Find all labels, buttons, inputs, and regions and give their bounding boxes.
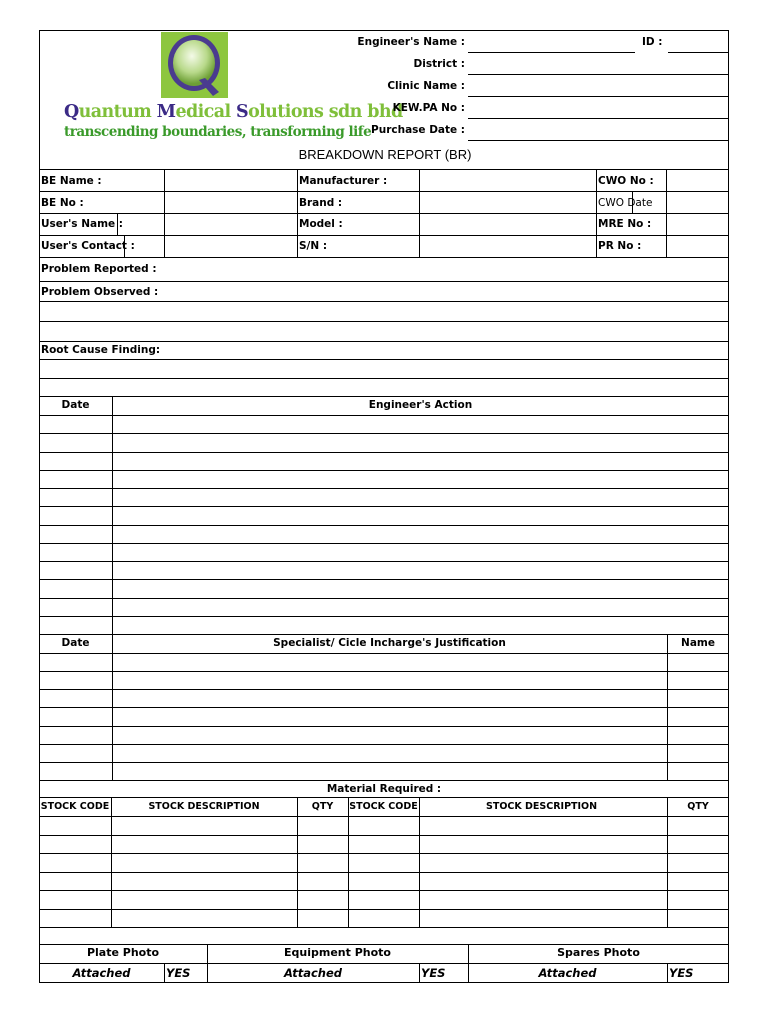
material-stock-description-2-cell[interactable] xyxy=(420,910,667,928)
problem-reported-field[interactable] xyxy=(155,258,729,281)
justification-date-cell[interactable] xyxy=(40,727,112,744)
material-qty-2-cell[interactable] xyxy=(668,817,729,835)
material-stock-description-2-cell[interactable] xyxy=(420,817,667,835)
justification-name-cell[interactable] xyxy=(668,727,729,744)
material-stock-description-cell[interactable] xyxy=(112,910,297,928)
id-label: ID : xyxy=(642,36,663,48)
justification-name-cell[interactable] xyxy=(668,690,729,707)
engineer-action-action-cell[interactable] xyxy=(113,544,729,561)
cwo-no-label: CWO No : xyxy=(598,175,654,187)
justification-name-cell[interactable] xyxy=(668,654,729,671)
engineer-action-action-cell[interactable] xyxy=(113,617,729,634)
engineer-action-action-cell[interactable] xyxy=(113,507,729,524)
justification-date-cell[interactable] xyxy=(40,708,112,725)
justification-justification-cell[interactable] xyxy=(113,727,667,744)
plate-photo-status: Attached xyxy=(72,966,131,980)
material-stock-description-2-cell[interactable] xyxy=(420,891,667,909)
engineer-action-date-cell[interactable] xyxy=(40,434,112,451)
action-date-header: Date xyxy=(61,399,90,411)
material-qty-cell[interactable] xyxy=(298,873,348,891)
material-stock-code-2-cell[interactable] xyxy=(349,836,419,854)
brand-field[interactable] xyxy=(420,192,596,213)
action-header: Engineer's Action xyxy=(368,399,473,411)
material-stock-code-2-cell[interactable] xyxy=(349,873,419,891)
report-title: BREAKDOWN REPORT (BR) xyxy=(298,147,472,162)
material-stock-code-cell[interactable] xyxy=(40,836,111,854)
manufacturer-field[interactable] xyxy=(420,170,596,191)
engineer-name-label: Engineer's Name : xyxy=(357,36,465,48)
material-qty-cell[interactable] xyxy=(298,910,348,928)
justification-justification-cell[interactable] xyxy=(113,690,667,707)
material-stock-description-cell[interactable] xyxy=(112,891,297,909)
material-stock-code-cell[interactable] xyxy=(40,891,111,909)
justification-date-cell[interactable] xyxy=(40,763,112,780)
engineer-action-action-cell[interactable] xyxy=(113,489,729,506)
material-stock-code-cell[interactable] xyxy=(40,910,111,928)
material-qty-2-cell[interactable] xyxy=(668,873,729,891)
justification-name-cell[interactable] xyxy=(668,745,729,762)
stock-description-header-1: STOCK DESCRIPTION xyxy=(148,801,260,812)
stock-code-header-2: STOCK CODE xyxy=(349,801,418,812)
kewpa-field[interactable] xyxy=(468,118,729,119)
engineer-action-date-cell[interactable] xyxy=(40,489,112,506)
company-name: Quantum Medical Solutions sdn bhd xyxy=(64,102,403,122)
cwo-date-field[interactable] xyxy=(667,192,729,213)
be-no-label: BE No : xyxy=(41,197,84,209)
engineer-action-date-cell[interactable] xyxy=(40,453,112,470)
mre-no-field[interactable] xyxy=(667,214,729,235)
material-qty-cell[interactable] xyxy=(298,817,348,835)
justification-date-cell[interactable] xyxy=(40,654,112,671)
material-stock-code-cell[interactable] xyxy=(40,817,111,835)
stock-code-header-1: STOCK CODE xyxy=(40,801,110,812)
equipment-photo-status: Attached xyxy=(283,966,343,980)
engineer-action-date-cell[interactable] xyxy=(40,526,112,543)
manufacturer-label: Manufacturer : xyxy=(299,175,388,187)
material-stock-code-cell[interactable] xyxy=(40,873,111,891)
material-qty-2-cell[interactable] xyxy=(668,910,729,928)
id-field[interactable] xyxy=(668,52,729,53)
company-logo xyxy=(161,32,228,98)
cwo-no-field[interactable] xyxy=(667,170,729,191)
engineer-action-date-cell[interactable] xyxy=(40,617,112,634)
equipment-photo-yes[interactable]: YES xyxy=(421,966,446,980)
engineer-action-date-cell[interactable] xyxy=(40,416,112,433)
root-cause-label: Root Cause Finding: xyxy=(41,344,161,356)
engineer-action-action-cell[interactable] xyxy=(113,416,729,433)
problem-observed-label: Problem Observed : xyxy=(41,286,159,298)
engineer-action-date-cell[interactable] xyxy=(40,507,112,524)
material-stock-description-2-cell[interactable] xyxy=(420,836,667,854)
pr-no-label: PR No : xyxy=(598,240,642,252)
spares-photo-label: Spares Photo xyxy=(557,946,640,959)
serial-number-field[interactable] xyxy=(420,236,596,257)
users-name-field[interactable] xyxy=(165,214,297,235)
users-contact-field[interactable] xyxy=(165,236,297,257)
material-stock-code-2-cell[interactable] xyxy=(349,910,419,928)
serial-number-label: S/N : xyxy=(299,240,328,252)
material-qty-2-cell[interactable] xyxy=(668,854,729,872)
root-cause-field[interactable] xyxy=(160,342,729,359)
be-name-field[interactable] xyxy=(165,170,297,191)
material-stock-code-2-cell[interactable] xyxy=(349,817,419,835)
material-stock-code-cell[interactable] xyxy=(40,854,111,872)
justification-justification-cell[interactable] xyxy=(113,708,667,725)
engineer-action-action-cell[interactable] xyxy=(113,599,729,616)
spares-photo-status: Attached xyxy=(538,966,597,980)
district-field[interactable] xyxy=(468,74,729,75)
engineer-action-action-cell[interactable] xyxy=(113,471,729,488)
engineer-action-date-cell[interactable] xyxy=(40,471,112,488)
plate-photo-yes[interactable]: YES xyxy=(166,966,191,980)
material-stock-description-cell[interactable] xyxy=(112,836,297,854)
justification-header: Specialist/ Cicle Incharge's Justification xyxy=(273,637,506,649)
company-tagline: transcending boundaries, transforming life xyxy=(64,124,372,140)
kewpa-label: KEW.PA No : xyxy=(392,102,465,114)
engineer-name-field[interactable] xyxy=(468,52,635,53)
justification-date-cell[interactable] xyxy=(40,745,112,762)
material-qty-cell[interactable] xyxy=(298,836,348,854)
users-contact-label: User's Contact : xyxy=(41,240,135,252)
material-stock-description-2-cell[interactable] xyxy=(420,873,667,891)
justification-justification-cell[interactable] xyxy=(113,745,667,762)
material-required-title: Material Required : xyxy=(326,783,442,795)
district-label: District : xyxy=(413,58,465,70)
stock-description-header-2: STOCK DESCRIPTION xyxy=(486,801,598,812)
be-no-field[interactable] xyxy=(165,192,297,213)
problem-observed-field[interactable] xyxy=(155,282,729,301)
material-stock-description-cell[interactable] xyxy=(112,854,297,872)
engineer-action-action-cell[interactable] xyxy=(113,453,729,470)
be-name-label: BE Name : xyxy=(41,175,102,187)
purchase-date-field[interactable] xyxy=(468,140,729,141)
model-label: Model : xyxy=(299,218,343,230)
material-qty-cell[interactable] xyxy=(298,854,348,872)
justification-justification-cell[interactable] xyxy=(113,763,667,780)
mre-no-label: MRE No : xyxy=(598,218,652,230)
clinic-name-field[interactable] xyxy=(468,96,729,97)
pr-no-field[interactable] xyxy=(667,236,729,257)
justification-justification-cell[interactable] xyxy=(113,654,667,671)
spares-photo-yes[interactable]: YES xyxy=(669,966,694,980)
engineer-action-action-cell[interactable] xyxy=(113,434,729,451)
justification-date-cell[interactable] xyxy=(40,672,112,689)
qty-header-2: QTY xyxy=(687,801,709,812)
cwo-date-label: CWO Date xyxy=(598,197,653,209)
material-qty-cell[interactable] xyxy=(298,891,348,909)
justification-name-cell[interactable] xyxy=(668,763,729,780)
engineer-action-date-cell[interactable] xyxy=(40,580,112,597)
justification-name-cell[interactable] xyxy=(668,672,729,689)
purchase-date-label: Purchase Date : xyxy=(371,124,465,136)
problem-reported-label: Problem Reported : xyxy=(41,263,157,275)
justification-date-cell[interactable] xyxy=(40,690,112,707)
material-qty-2-cell[interactable] xyxy=(668,836,729,854)
engineer-action-action-cell[interactable] xyxy=(113,562,729,579)
clinic-name-label: Clinic Name : xyxy=(387,80,465,92)
justification-date-header: Date xyxy=(61,637,90,649)
material-stock-code-2-cell[interactable] xyxy=(349,891,419,909)
material-stock-description-cell[interactable] xyxy=(112,817,297,835)
material-stock-description-cell[interactable] xyxy=(112,873,297,891)
engineer-action-date-cell[interactable] xyxy=(40,544,112,561)
engineer-action-action-cell[interactable] xyxy=(113,580,729,597)
material-stock-description-2-cell[interactable] xyxy=(420,854,667,872)
logo-q-icon xyxy=(161,32,228,98)
justification-name-cell[interactable] xyxy=(668,708,729,725)
brand-label: Brand : xyxy=(299,197,343,209)
model-field[interactable] xyxy=(420,214,596,235)
qty-header-1: QTY xyxy=(311,801,334,812)
engineer-action-action-cell[interactable] xyxy=(113,526,729,543)
material-qty-2-cell[interactable] xyxy=(668,891,729,909)
justification-name-header: Name xyxy=(681,637,715,649)
material-stock-code-2-cell[interactable] xyxy=(349,854,419,872)
engineer-action-date-cell[interactable] xyxy=(40,562,112,579)
plate-photo-label: Plate Photo xyxy=(86,946,160,959)
equipment-photo-label: Equipment Photo xyxy=(284,946,391,959)
justification-justification-cell[interactable] xyxy=(113,672,667,689)
users-name-label: User's Name : xyxy=(41,218,123,230)
engineer-action-date-cell[interactable] xyxy=(40,599,112,616)
